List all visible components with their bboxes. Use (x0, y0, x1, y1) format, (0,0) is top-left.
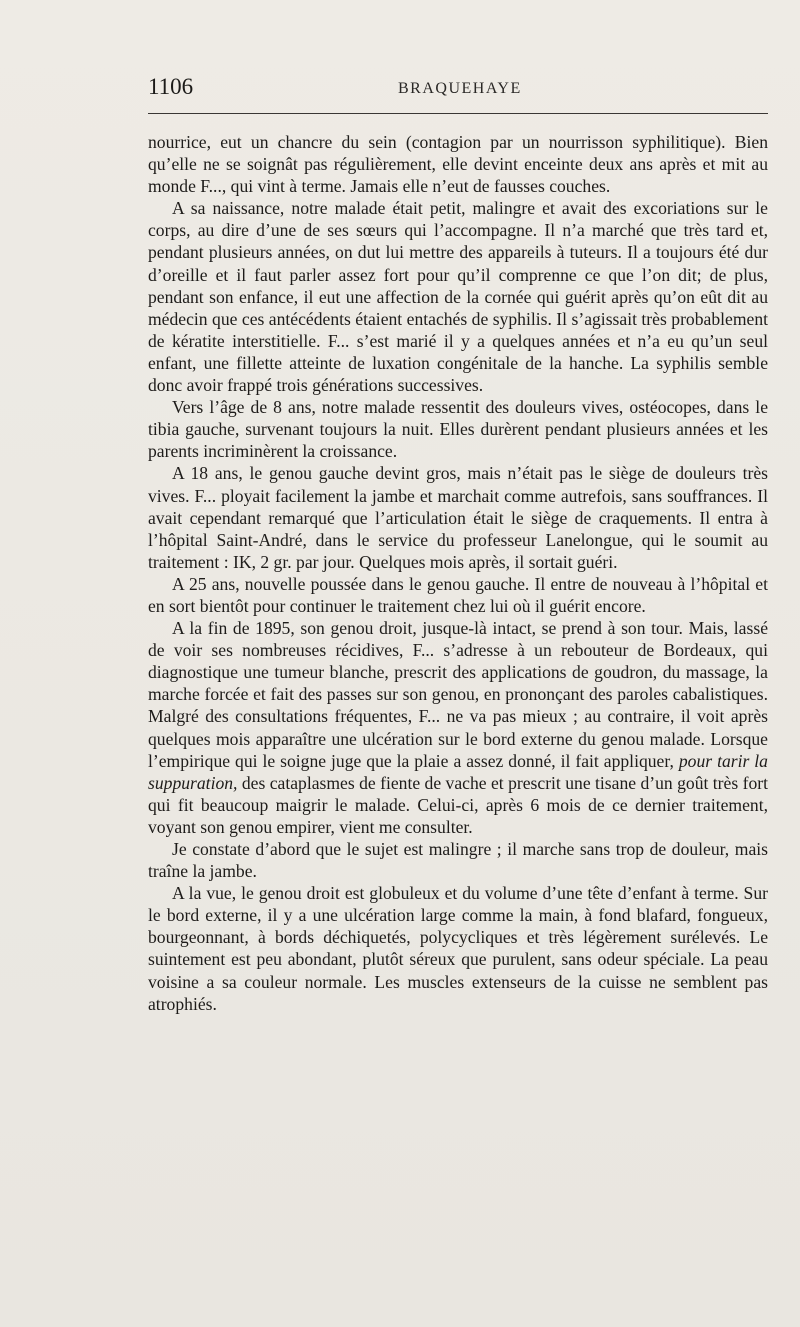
paragraph: nourrice, eut un chancre du sein (contagion par un nourrisson syphilitique). Bien qu’elle ne se soignât pas régulièrement, elle devint enceinte deux ans après et mit au monde F..., qui vint à terme. Jamais elle n’eut de fausses couches. (148, 132, 768, 197)
paragraph: A sa naissance, notre malade était petit, malingre et avait des excoriations sur le corps, au dire d’une de ses sœurs qui l’accompagne. Il n’a marché que très tard et, pendant plusieurs années, on dut lui mettre des appareils à tuteurs. Il a toujours été dur d’oreille et il faut parler assez fort pour qu’il comprenne ce que l’on dit; de plus, pendant son enfance, il eut une affection de la cornée qui guérit après qu’on eût dit au médecin que ces antécédents étaient entachés de syphilis. Il s’agissait très probablement de kératite interstitielle. F... s’est marié il y a quelques années et n’a eu qu’un seul enfant, une fillette atteinte de luxation congénitale de la hanche. La syphilis semble donc avoir frappé trois générations successives. (148, 198, 768, 396)
italic-phrase: pour tarir la suppuration, (148, 750, 768, 793)
paragraph: A 25 ans, nouvelle poussée dans le genou gauche. Il entre de nouveau à l’hôpital et en sort bientôt pour continuer le traitement chez lui où il guérit encore. (148, 573, 768, 616)
body-text (148, 131, 768, 1015)
paragraph-text: A la fin de 1895, son genou droit, jusque-là intact, se prend à son tour. Mais, lassé de voir ses nombreuses récidives, F... s’adresse à un rebouteur de Bordeaux, qui diagnostique une tumeur blanche, prescrit des applications de goudron, du massage, la marche forcée et fait des passes sur son genou, en prononçant des paroles cabalistiques. Malgré des consultations fréquentes, F... ne va pas mieux ; au contraire, il voit après quelques mois apparaître une ulcération sur le bord externe du genou malade. Lorsque l’empirique qui le soigne juge que la plaie a assez donné, il fait appliquer, (148, 618, 768, 771)
header-rule (148, 113, 768, 114)
paragraph (148, 617, 768, 838)
paragraph: A la vue, le genou droit est globuleux et du volume d’une tête d’enfant à terme. Sur le bord externe, il y a une ulcération large comme la main, à fond blafard, fongueux, bourgeonnant, à bords déchiquetés, polycycliques et très légèrement surélevés. Le suintement est peu abondant, plutôt séreux que purulent, sans odeur spéciale. La peau voisine a sa couleur normale. Les muscles extenseurs de la cuisse ne semblent pas atrophiés. (148, 883, 768, 1014)
paragraph-text: des cataplasmes de fiente de vache et prescrit une tisane d’un goût très fort qui fit beaucoup maigrir le malade. Celui-ci, après 6 mois de ce dernier traitement, voyant son genou empirer, vient me consulter. (148, 772, 768, 837)
paragraph: Je constate d’abord que le sujet est malingre ; il marche sans trop de douleur, mais traîne la jambe. (148, 839, 768, 882)
running-head: BRAQUEHAYE (398, 80, 522, 97)
page-number: 1106 (148, 74, 194, 99)
paragraph: Vers l’âge de 8 ans, notre malade ressentit des douleurs vives, ostéocopes, dans le tibia gauche, survenant toujours la nuit. Elles durèrent pendant plusieurs années et les parents incriminèrent la croissance. (148, 397, 768, 462)
paragraph: A 18 ans, le genou gauche devint gros, mais n’était pas le siège de douleurs très vives. F... ployait facilement la jambe et marchait comme autrefois, sans souffrances. Il avait cependant remarqué que l’articulation était le siège de craquements. Il entra à l’hôpital Saint-André, dans le service du professeur Lanelongue, qui le soumit au traitement : IK, 2 gr. par jour. Quelques mois après, il sortait guéri. (148, 463, 768, 572)
page-header (148, 74, 768, 106)
